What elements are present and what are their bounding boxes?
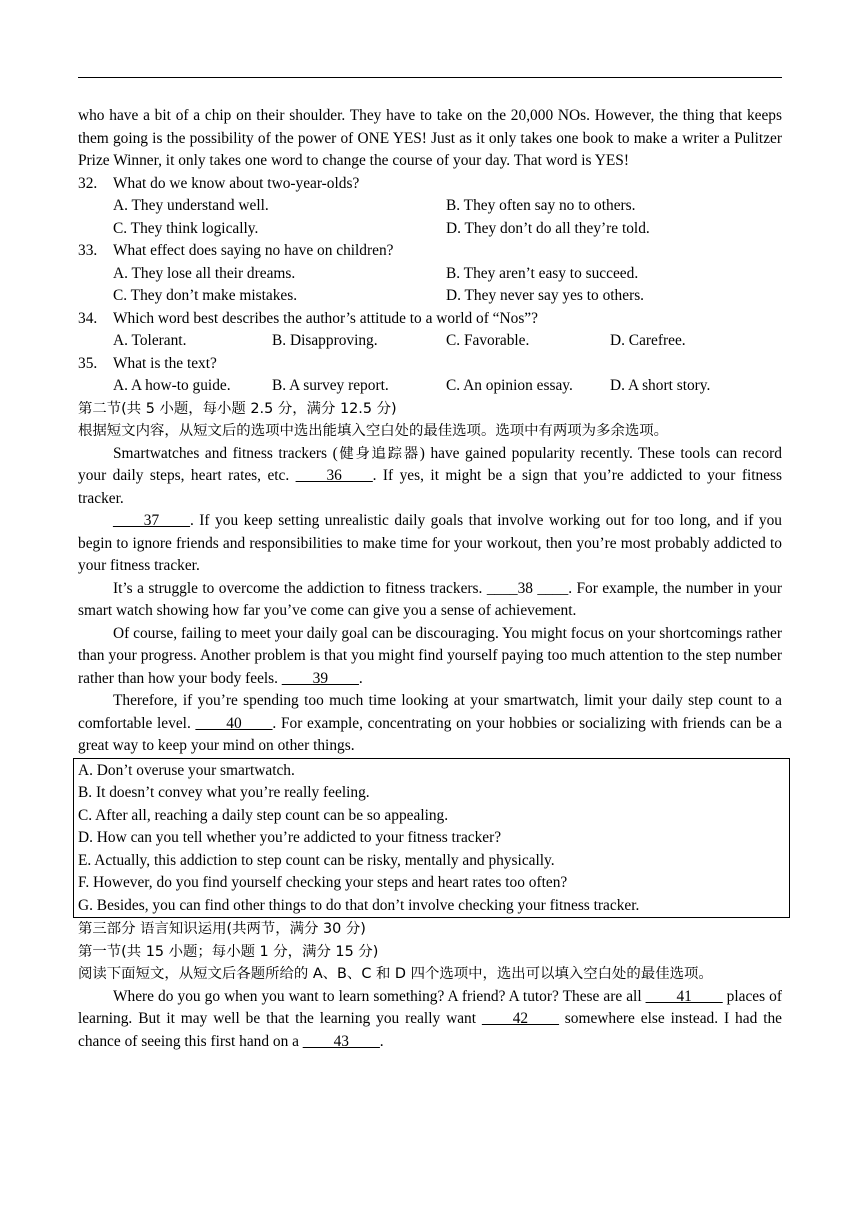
part-3-heading: 第三部分 语言知识运用(共两节，满分 30 分) — [78, 921, 366, 937]
option-item: B. It doesn’t convey what you’re really feeling. — [78, 784, 370, 801]
option-item: C. After all, reaching a daily step count can be so appealing. — [78, 806, 449, 824]
question-text: What is the text? — [113, 354, 217, 372]
section-2-heading: 第二节(共 5 小题，每小题 2.5 分，满分 12.5 分) — [78, 400, 397, 417]
option-d: D. They never say yes to others. — [446, 287, 645, 304]
cloze-paragraph-5: Therefore, if you’re spending too much time looking at your smartwatch, limit your daily step count to a comfortable level. ____40____. For example, concentrating on your hobbies or socializing with friends can be a great way to keep your mind on other things. — [78, 692, 782, 754]
cloze-paragraph-1: Smartwatches and fitness trackers (健身追踪器) have gained popularity recently. These tools can record your daily steps, heart rates, etc. ____36____. If yes, it might be a sign that you’re addicted to your fitness tracker. — [78, 444, 782, 507]
option-b: B. They aren’t easy to succeed. — [446, 264, 639, 282]
question-33 — [78, 240, 782, 308]
option-item: A. Don’t overuse your smartwatch. — [78, 761, 295, 779]
blank-43: ____43____ — [302, 1032, 380, 1050]
question-text: What do we know about two-year-olds? — [113, 174, 360, 192]
blank-41: ____41____ — [645, 987, 723, 1005]
option-item: G. Besides, you can find other things to do that don’t involve checking your fitness tracker. — [78, 896, 640, 914]
option-c: C. An opinion essay. — [446, 377, 573, 394]
cloze-paragraph-4: Of course, failing to meet your daily goal can be discouraging. You might focus on your shortcomings rather than your progress. Another problem is that you might find yourself paying too much attention to the step number rather than how your body feels. ____39____. — [78, 624, 782, 687]
question-number: 34. — [78, 309, 98, 327]
options-box — [73, 758, 790, 919]
blank-37: ____37____ — [113, 512, 190, 529]
option-item: F. However, do you find yourself checking your steps and heart rates too often? — [78, 874, 568, 891]
option-d: D. They don’t do all they’re told. — [446, 219, 650, 237]
option-a: A. They lose all their dreams. — [113, 264, 296, 282]
question-text: Which word best describes the author’s attitude to a world of “Nos”? — [113, 309, 538, 327]
blank-40: ____40____ — [195, 714, 273, 732]
option-d: D. Carefree. — [610, 332, 686, 349]
question-number: 33. — [78, 242, 98, 259]
option-b: B. Disapproving. — [272, 332, 378, 349]
option-a: A. Tolerant. — [113, 332, 187, 349]
blank-38: ____38 ____ — [486, 579, 569, 597]
option-c: C. They don’t make mistakes. — [113, 287, 298, 304]
passage-ending: who have a bit of a chip on their shoulder. They have to take on the 20,000 NOs. However, the thing that keeps them going is the possibility of the power of ONE YES! Just as it only takes one book to make a writer a Pulitzer Prize Winner, it only takes one word to change the course of your day. That word is YES! — [78, 107, 782, 169]
option-a: A. A how-to guide. — [113, 377, 231, 394]
chinese-gloss: 健身追踪器 — [337, 445, 420, 462]
option-a: A. They understand well. — [113, 197, 269, 214]
blank-36: ____36____ — [295, 467, 373, 484]
header-rule — [78, 77, 782, 78]
blank-42: ____42____ — [481, 1010, 559, 1027]
question-32 — [78, 173, 782, 241]
blank-39: ____39____ — [281, 669, 359, 687]
question-text: What effect does saying no have on children? — [113, 242, 394, 259]
question-34 — [78, 308, 782, 353]
question-number: 35. — [78, 354, 98, 372]
option-b: B. A survey report. — [272, 377, 389, 394]
cloze-paragraph-3: It’s a struggle to overcome the addiction to fitness trackers. ____38 ____. For example, the number in your smart watch showing how far you’ve come can give you a sense of achievement. — [78, 579, 782, 619]
part-3-instruction: 阅读下面短文，从短文后各题所给的 A、B、C 和 D 四个选项中，选出可以填入空白处的最佳选项。 — [78, 966, 713, 982]
option-b: B. They often say no to others. — [446, 197, 636, 214]
option-c: C. Favorable. — [446, 332, 530, 349]
section-2-instruction: 根据短文内容，从短文后的选项中选出能填入空白处的最佳选项。选项中有两项为多余选项。 — [78, 423, 669, 439]
option-c: C. They think logically. — [113, 219, 259, 237]
option-d: D. A short story. — [610, 377, 711, 394]
part-3-subheading: 第一节(共 15 小题；每小题 1 分，满分 15 分) — [78, 943, 379, 960]
option-item: E. Actually, this addiction to step count can be risky, mentally and physically. — [78, 851, 555, 869]
option-item: D. How can you tell whether you’re addicted to your fitness tracker? — [78, 829, 502, 846]
question-number: 32. — [78, 174, 98, 192]
cloze-paragraph-2: ____37____. If you keep setting unrealistic daily goals that involve working out for too long, and if you begin to ignore friends and responsibilities to make time for your workout, then you’re most probably addicted to your fitness tracker. — [78, 512, 782, 574]
exam-page — [78, 105, 782, 1053]
cloze-passage: Where do you go when you want to learn something? A friend? A tutor? These are all ____41____ places of learning. But it may well be that the learning you really want ____42____ somewhere else instead. I had the chance of seeing this first hand on a ____43____. — [78, 987, 782, 1050]
question-35 — [78, 353, 782, 398]
